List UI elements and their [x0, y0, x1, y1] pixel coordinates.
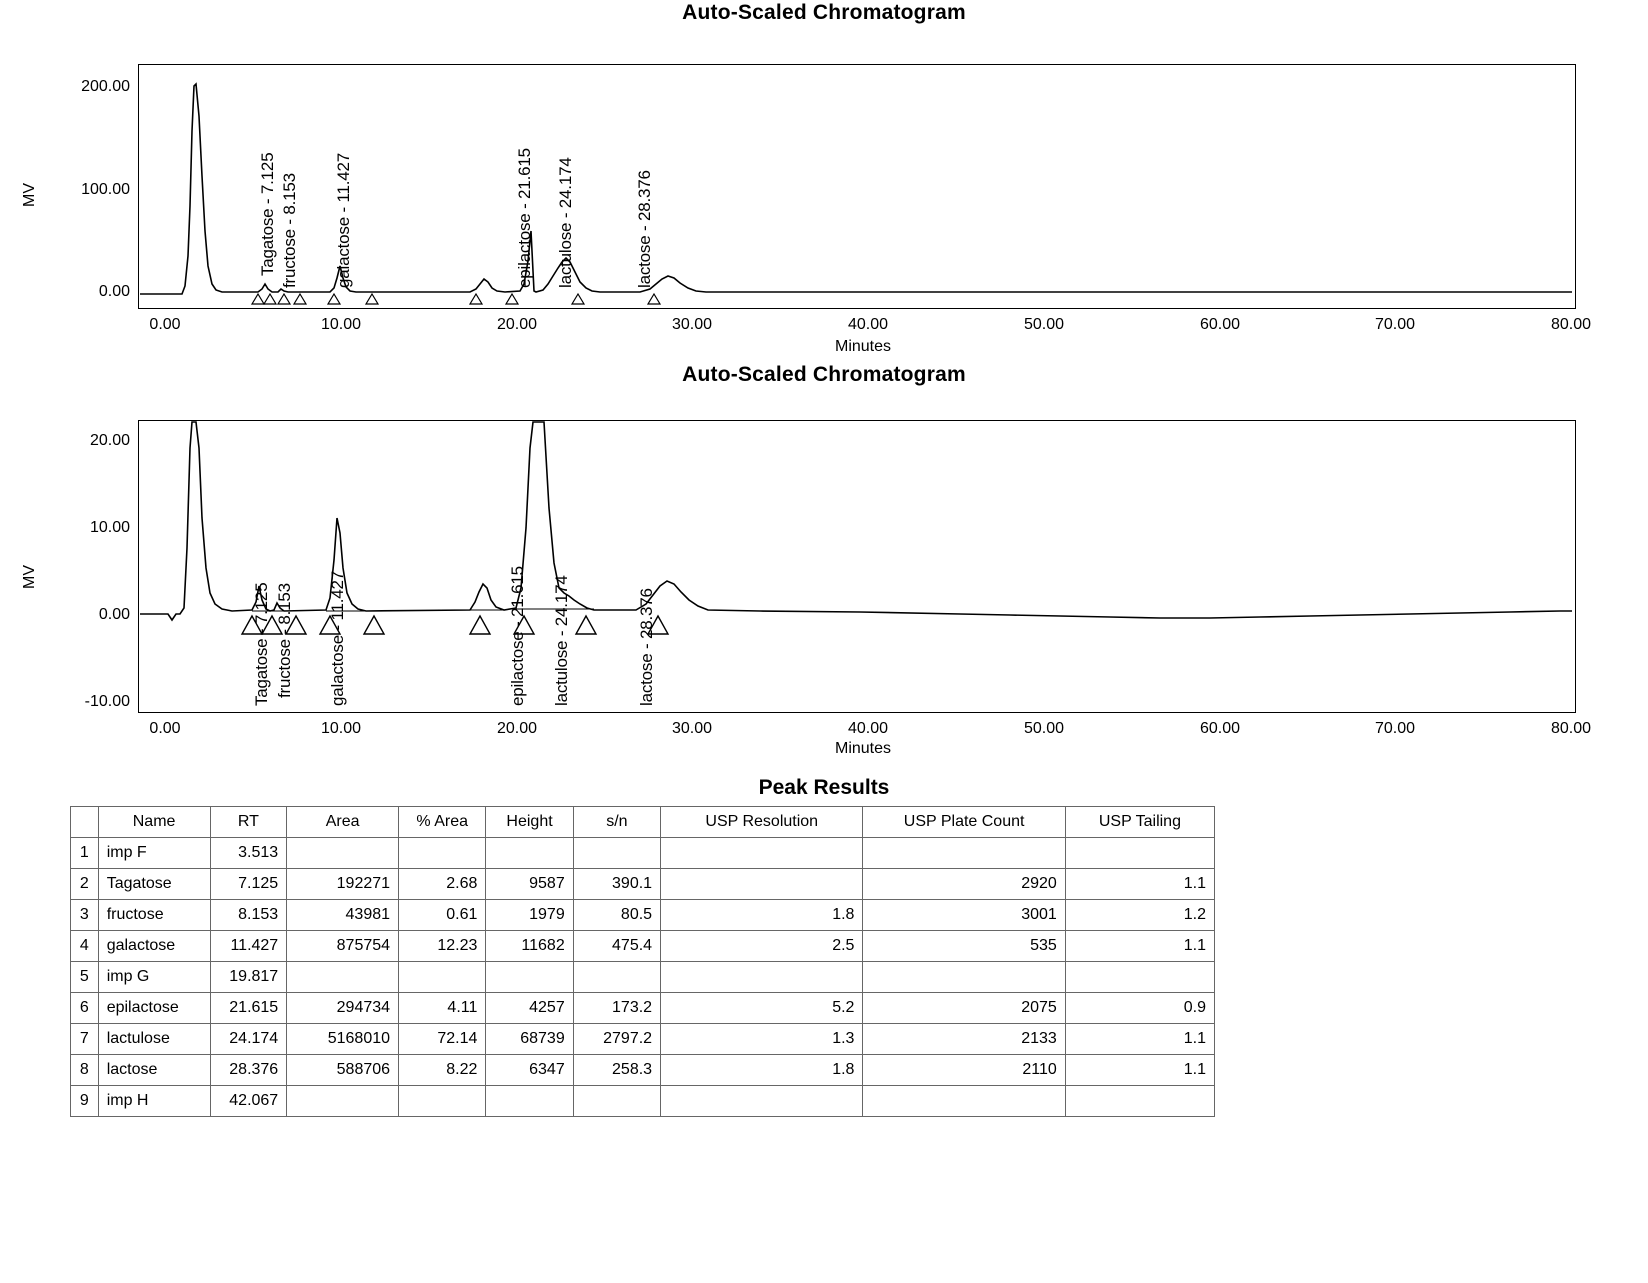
col-pct-area: % Area	[399, 807, 486, 838]
cell-sn: 258.3	[573, 1055, 660, 1086]
chart-2-peak-label-epilactose: epilactose - 21.615	[508, 566, 527, 706]
cell-area	[287, 1086, 399, 1117]
chart-1-peak-label-galactose: galactose - 11.427	[334, 152, 353, 288]
row-index: 2	[71, 869, 99, 900]
chart-1-xtick-20: 20.00	[496, 316, 538, 333]
cell-name: galactose	[98, 931, 210, 962]
cell-usp-tailing: 1.1	[1065, 869, 1214, 900]
cell-name: imp F	[98, 838, 210, 869]
cell-usp-plate-count	[863, 838, 1065, 869]
table-row	[71, 1024, 1215, 1055]
cell-height: 11682	[486, 931, 573, 962]
cell-usp-tailing	[1065, 838, 1214, 869]
chart-2-ytick-neg10: -10.00	[84, 693, 130, 710]
row-index: 7	[71, 1024, 99, 1055]
peak-results-title: Peak Results	[758, 776, 890, 799]
chart-2-peak-label-fructose: fructose - 8.153	[275, 583, 294, 698]
cell-usp-plate-count: 535	[863, 931, 1065, 962]
cell-area: 588706	[287, 1055, 399, 1086]
cell-rt: 42.067	[210, 1086, 287, 1117]
table-row	[71, 1086, 1215, 1117]
cell-usp-resolution: 1.8	[661, 900, 863, 931]
chart-2-xtick-50: 50.00	[1023, 720, 1065, 737]
col-usp-tailing: USP Tailing	[1065, 807, 1214, 838]
cell-height	[486, 1086, 573, 1117]
cell-area: 294734	[287, 993, 399, 1024]
chart-1-y-axis-label: MV	[21, 183, 38, 207]
cell-pct-area: 12.23	[399, 931, 486, 962]
table-row	[71, 869, 1215, 900]
chart-2-plot	[0, 388, 1648, 737]
cell-pct-area	[399, 962, 486, 993]
cell-usp-tailing: 1.1	[1065, 931, 1214, 962]
chart-1-xtick-70: 70.00	[1374, 316, 1416, 333]
cell-name: imp H	[98, 1086, 210, 1117]
chart-1-xtick-10: 10.00	[320, 316, 362, 333]
cell-usp-tailing: 1.1	[1065, 1024, 1214, 1055]
chart-2-ytick-20: 20.00	[89, 432, 130, 449]
cell-height: 68739	[486, 1024, 573, 1055]
chart-1-peak-label-tagatose: Tagatose - 7.125	[258, 152, 277, 276]
cell-area: 192271	[287, 869, 399, 900]
cell-height: 6347	[486, 1055, 573, 1086]
cell-rt: 7.125	[210, 869, 287, 900]
row-index: 5	[71, 962, 99, 993]
cell-sn	[573, 1086, 660, 1117]
chart-1-ytick-0: 0.00	[98, 283, 130, 300]
chart-2-peak-label-lactulose: lactulose - 24.174	[552, 575, 571, 706]
row-index: 1	[71, 838, 99, 869]
chart-2-xtick-40: 40.00	[847, 720, 889, 737]
table-row	[71, 1055, 1215, 1086]
chart-2-xtick-60: 60.00	[1199, 720, 1241, 737]
cell-height: 4257	[486, 993, 573, 1024]
cell-height: 9587	[486, 869, 573, 900]
col-sn: s/n	[573, 807, 660, 838]
chart-1-peak-label-lactose: lactose - 28.376	[635, 170, 654, 288]
chart-2-trace	[0, 388, 1648, 722]
cell-sn: 80.5	[573, 900, 660, 931]
cell-pct-area: 72.14	[399, 1024, 486, 1055]
table-row	[71, 900, 1215, 931]
cell-rt: 28.376	[210, 1055, 287, 1086]
cell-usp-plate-count: 2133	[863, 1024, 1065, 1055]
row-index: 6	[71, 993, 99, 1024]
cell-pct-area: 8.22	[399, 1055, 486, 1086]
chart-panel-2	[0, 362, 1648, 737]
chart-1-xtick-0: 0.00	[149, 316, 181, 333]
cell-usp-tailing	[1065, 962, 1214, 993]
cell-sn: 390.1	[573, 869, 660, 900]
chart-1-title: Auto-Scaled Chromatogram	[682, 1, 966, 24]
table-row	[71, 962, 1215, 993]
cell-usp-tailing: 0.9	[1065, 993, 1214, 1024]
cell-usp-plate-count: 2920	[863, 869, 1065, 900]
cell-height	[486, 962, 573, 993]
chart-2-peak-label-lactose: lactose - 28.376	[637, 588, 656, 706]
cell-usp-resolution	[661, 838, 863, 869]
cell-pct-area: 2.68	[399, 869, 486, 900]
cell-usp-resolution: 5.2	[661, 993, 863, 1024]
cell-area	[287, 962, 399, 993]
chart-2-xtick-30: 30.00	[671, 720, 713, 737]
cell-usp-tailing: 1.2	[1065, 900, 1214, 931]
cell-rt: 3.513	[210, 838, 287, 869]
col-index	[71, 807, 99, 838]
chart-1-trace	[0, 26, 1648, 340]
cell-pct-area	[399, 1086, 486, 1117]
chart-2-ytick-10: 10.00	[89, 519, 130, 536]
cell-sn: 475.4	[573, 931, 660, 962]
cell-name: epilactose	[98, 993, 210, 1024]
chart-1-x-axis-title: Minutes	[834, 338, 892, 355]
chart-2-ytick-0: 0.00	[98, 606, 130, 623]
cell-sn: 2797.2	[573, 1024, 660, 1055]
cell-usp-resolution: 1.3	[661, 1024, 863, 1055]
chart-panel-1	[0, 0, 1648, 340]
cell-rt: 24.174	[210, 1024, 287, 1055]
cell-usp-plate-count	[863, 1086, 1065, 1117]
cell-height	[486, 838, 573, 869]
cell-name: lactulose	[98, 1024, 210, 1055]
chart-2-xtick-70: 70.00	[1374, 720, 1416, 737]
peak-results-table	[70, 806, 1215, 1117]
cell-name: fructose	[98, 900, 210, 931]
table-row	[71, 931, 1215, 962]
row-index: 4	[71, 931, 99, 962]
cell-name: lactose	[98, 1055, 210, 1086]
chart-1-ytick-100: 100.00	[81, 181, 130, 198]
chart-2-xtick-0: 0.00	[149, 720, 181, 737]
row-index: 9	[71, 1086, 99, 1117]
cell-name: Tagatose	[98, 869, 210, 900]
cell-usp-resolution: 2.5	[661, 931, 863, 962]
chart-1-xtick-40: 40.00	[847, 316, 889, 333]
chart-1-xtick-80: 80.00	[1550, 316, 1592, 333]
cell-usp-plate-count: 3001	[863, 900, 1065, 931]
cell-sn	[573, 962, 660, 993]
cell-usp-plate-count	[863, 962, 1065, 993]
col-usp-resolution: USP Resolution	[661, 807, 863, 838]
cell-usp-resolution	[661, 1086, 863, 1117]
row-index: 8	[71, 1055, 99, 1086]
cell-sn	[573, 838, 660, 869]
chart-2-peak-label-tagatose: Tagatose - 7.125	[252, 582, 271, 706]
table-row	[71, 838, 1215, 869]
chart-1-peak-label-fructose: fructose - 8.153	[280, 173, 299, 288]
cell-usp-resolution	[661, 962, 863, 993]
chart-2-title: Auto-Scaled Chromatogram	[682, 363, 966, 386]
chart-1-ytick-200: 200.00	[81, 78, 130, 95]
table-row	[71, 993, 1215, 1024]
chart-2-xtick-20: 20.00	[496, 720, 538, 737]
col-height: Height	[486, 807, 573, 838]
cell-height: 1979	[486, 900, 573, 931]
chart-2-xtick-10: 10.00	[320, 720, 362, 737]
cell-pct-area	[399, 838, 486, 869]
cell-usp-resolution: 1.8	[661, 1055, 863, 1086]
cell-rt: 8.153	[210, 900, 287, 931]
chart-2-peak-label-galactose: galactose - 11.427	[328, 570, 347, 706]
cell-usp-resolution	[661, 869, 863, 900]
col-area: Area	[287, 807, 399, 838]
cell-pct-area: 0.61	[399, 900, 486, 931]
chart-2-x-axis-title: Minutes	[834, 740, 892, 757]
cell-name: imp G	[98, 962, 210, 993]
cell-rt: 21.615	[210, 993, 287, 1024]
chart-2-y-axis-label: MV	[21, 565, 38, 589]
col-name: Name	[98, 807, 210, 838]
cell-pct-area: 4.11	[399, 993, 486, 1024]
col-usp-plate-count: USP Plate Count	[863, 807, 1065, 838]
cell-area	[287, 838, 399, 869]
cell-usp-plate-count: 2075	[863, 993, 1065, 1024]
cell-area: 5168010	[287, 1024, 399, 1055]
row-index: 3	[71, 900, 99, 931]
cell-usp-tailing	[1065, 1086, 1214, 1117]
chart-1-xtick-50: 50.00	[1023, 316, 1065, 333]
cell-usp-plate-count: 2110	[863, 1055, 1065, 1086]
cell-rt: 11.427	[210, 931, 287, 962]
table-header-row	[71, 807, 1215, 838]
chart-2-xtick-80: 80.00	[1550, 720, 1592, 737]
cell-area: 875754	[287, 931, 399, 962]
chart-1-xtick-60: 60.00	[1199, 316, 1241, 333]
cell-rt: 19.817	[210, 962, 287, 993]
cell-sn: 173.2	[573, 993, 660, 1024]
chart-1-plot	[0, 26, 1648, 340]
chart-1-xtick-30: 30.00	[671, 316, 713, 333]
cell-usp-tailing: 1.1	[1065, 1055, 1214, 1086]
chart-1-peak-label-epilactose: epilactose - 21.615	[515, 148, 534, 288]
cell-area: 43981	[287, 900, 399, 931]
col-rt: RT	[210, 807, 287, 838]
chart-1-peak-label-lactulose: lactulose - 24.174	[556, 157, 575, 288]
